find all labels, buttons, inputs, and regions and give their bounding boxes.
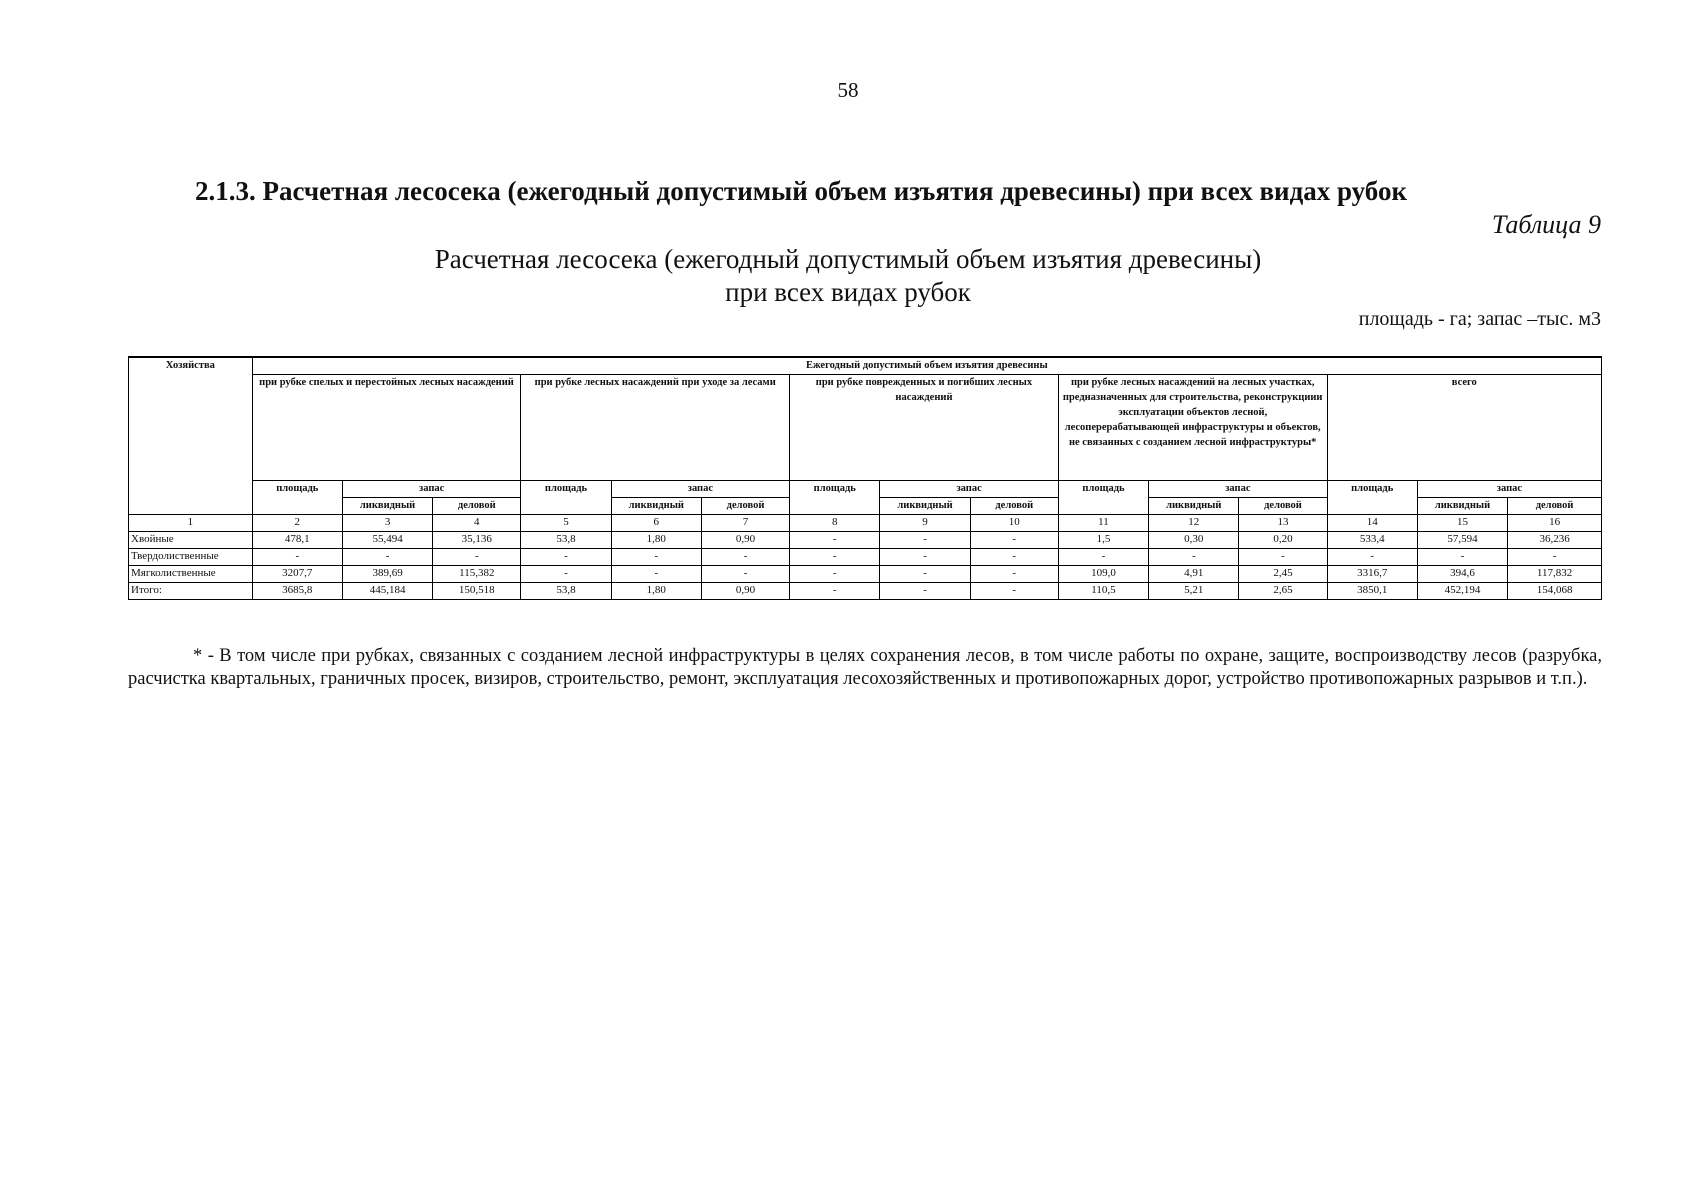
table-cell: -: [433, 549, 521, 566]
area-header: площадь: [1327, 481, 1417, 515]
business-header: деловой: [701, 498, 789, 515]
table-cell: -: [970, 549, 1058, 566]
liquid-header: ликвидный: [611, 498, 701, 515]
business-header: деловой: [1508, 498, 1602, 515]
table-cell: -: [252, 549, 342, 566]
column-number: 6: [611, 515, 701, 532]
table-cell: -: [970, 532, 1058, 549]
table-title: [0, 243, 1696, 309]
liquid-header: ликвидный: [342, 498, 432, 515]
table-cell: 3316,7: [1327, 566, 1417, 583]
table-title-line1: Расчетная лесосека (ежегодный допустимый объем изъятия древесины): [434, 244, 1262, 274]
table-number: Таблица 9: [1491, 210, 1601, 239]
table-cell: 154,068: [1508, 583, 1602, 600]
business-header: деловой: [1239, 498, 1327, 515]
table-cell: 53,8: [521, 532, 611, 549]
table-cell: 35,136: [433, 532, 521, 549]
header-main: Ежегодный допустимый объем изъятия древесины: [252, 357, 1601, 375]
row-label: Мягколиственные: [129, 566, 253, 583]
stock-header: запас: [880, 481, 1058, 498]
table-cell: 394,6: [1417, 566, 1507, 583]
table-cell: 478,1: [252, 532, 342, 549]
table-cell: 3207,7: [252, 566, 342, 583]
footnote: * - В том числе при рубках, связанных с созданием лесной инфраструктуры в целях сохранения лесов, в том числе работы по охране, защите, воспроизводству лесов (разрубка, расчистка квартальных, граничных просек, визиров, строительство, ремонт, эксплуатация лесохозяйственных и противопожарных дорог, устройство противопожарных разрывов и т.п.).: [128, 646, 1602, 689]
column-number: 4: [433, 515, 521, 532]
group-header: при рубке лесных насаждений на лесных участках, предназначенных для строительства, реконструкциии эксплуатации объектов лесной, лесоперерабатывающей инфраструктуры и объектов, не связанных с созданием лесной инфраструктуры*: [1058, 375, 1327, 481]
table-cell: 0,20: [1239, 532, 1327, 549]
column-number: 8: [790, 515, 880, 532]
header-farms: Хозяйства: [129, 357, 253, 515]
table-cell: 117,832: [1508, 566, 1602, 583]
table-cell: 57,594: [1417, 532, 1507, 549]
table-cell: 3850,1: [1327, 583, 1417, 600]
table-cell: 452,194: [1417, 583, 1507, 600]
column-number: 3: [342, 515, 432, 532]
table-row: [129, 566, 1602, 583]
table-row: [129, 583, 1602, 600]
table-cell: 1,80: [611, 532, 701, 549]
table-cell: -: [1417, 549, 1507, 566]
group-header: всего: [1327, 375, 1601, 481]
table-cell: 1,80: [611, 583, 701, 600]
table-cell: 110,5: [1058, 583, 1148, 600]
table-cell: 2,65: [1239, 583, 1327, 600]
column-number: 2: [252, 515, 342, 532]
table-cell: -: [880, 549, 970, 566]
table-cell: 1,5: [1058, 532, 1148, 549]
area-header: площадь: [521, 481, 611, 515]
table-cell: 0,90: [701, 532, 789, 549]
table-cell: -: [1327, 549, 1417, 566]
liquid-header: ликвидный: [1417, 498, 1507, 515]
column-number: 11: [1058, 515, 1148, 532]
column-number: 15: [1417, 515, 1507, 532]
table-cell: 0,90: [701, 583, 789, 600]
table-cell: -: [1058, 549, 1148, 566]
stock-header: запас: [1149, 481, 1327, 498]
table-cell: -: [1508, 549, 1602, 566]
area-header: площадь: [1058, 481, 1148, 515]
table-cell: 2,45: [1239, 566, 1327, 583]
column-number: 16: [1508, 515, 1602, 532]
table-title-line2: при всех видах рубок: [725, 277, 971, 307]
group-header: при рубке поврежденных и погибших лесных насаждений: [790, 375, 1059, 481]
table-cell: -: [970, 566, 1058, 583]
column-number: 13: [1239, 515, 1327, 532]
table-row: [129, 549, 1602, 566]
column-number: 9: [880, 515, 970, 532]
table-cell: 445,184: [342, 583, 432, 600]
table-cell: 109,0: [1058, 566, 1148, 583]
table-body: [129, 532, 1602, 600]
table-cell: -: [790, 583, 880, 600]
column-number: 5: [521, 515, 611, 532]
table-cell: -: [880, 532, 970, 549]
table-cell: 36,236: [1508, 532, 1602, 549]
table-cell: 53,8: [521, 583, 611, 600]
section-heading: 2.1.3. Расчетная лесосека (ежегодный допустимый объем изъятия древесины) при всех видах рубок: [195, 176, 1408, 206]
table-cell: -: [1149, 549, 1239, 566]
business-header: деловой: [970, 498, 1058, 515]
page-number: 58: [837, 78, 859, 102]
table-cell: -: [790, 532, 880, 549]
table-cell: 150,518: [433, 583, 521, 600]
table-cell: 3685,8: [252, 583, 342, 600]
column-number: 1: [129, 515, 253, 532]
row-label: Итого:: [129, 583, 253, 600]
table-cell: 0,30: [1149, 532, 1239, 549]
column-number: 12: [1149, 515, 1239, 532]
table-cell: -: [521, 549, 611, 566]
area-header: площадь: [790, 481, 880, 515]
liquid-header: ликвидный: [880, 498, 970, 515]
table-cell: -: [880, 566, 970, 583]
table-cell: -: [611, 566, 701, 583]
table-cell: 5,21: [1149, 583, 1239, 600]
group-header: при рубке спелых и перестойных лесных насаждений: [252, 375, 521, 481]
table-cell: 4,91: [1149, 566, 1239, 583]
harvest-volume-table: [128, 356, 1602, 600]
table-cell: -: [701, 549, 789, 566]
stock-header: запас: [611, 481, 789, 498]
table-cell: -: [521, 566, 611, 583]
table-cell: -: [970, 583, 1058, 600]
column-number: 10: [970, 515, 1058, 532]
table-cell: -: [611, 549, 701, 566]
units-note: площадь - га; запас –тыс. м3: [1358, 308, 1601, 330]
group-header: при рубке лесных насаждений при уходе за лесами: [521, 375, 790, 481]
liquid-header: ликвидный: [1149, 498, 1239, 515]
table-cell: -: [701, 566, 789, 583]
row-label: Хвойные: [129, 532, 253, 549]
table-cell: -: [790, 549, 880, 566]
area-header: площадь: [252, 481, 342, 515]
table-row: [129, 532, 1602, 549]
table-cell: 389,69: [342, 566, 432, 583]
table-cell: 55,494: [342, 532, 432, 549]
table-cell: -: [880, 583, 970, 600]
business-header: деловой: [433, 498, 521, 515]
table-cell: -: [342, 549, 432, 566]
stock-header: запас: [1417, 481, 1601, 498]
column-number-row: [129, 515, 1602, 532]
stock-header: запас: [342, 481, 520, 498]
table-cell: -: [1239, 549, 1327, 566]
column-number: 7: [701, 515, 789, 532]
table-cell: 115,382: [433, 566, 521, 583]
table-cell: -: [790, 566, 880, 583]
table-cell: 533,4: [1327, 532, 1417, 549]
row-label: Твердолиственные: [129, 549, 253, 566]
column-number: 14: [1327, 515, 1417, 532]
